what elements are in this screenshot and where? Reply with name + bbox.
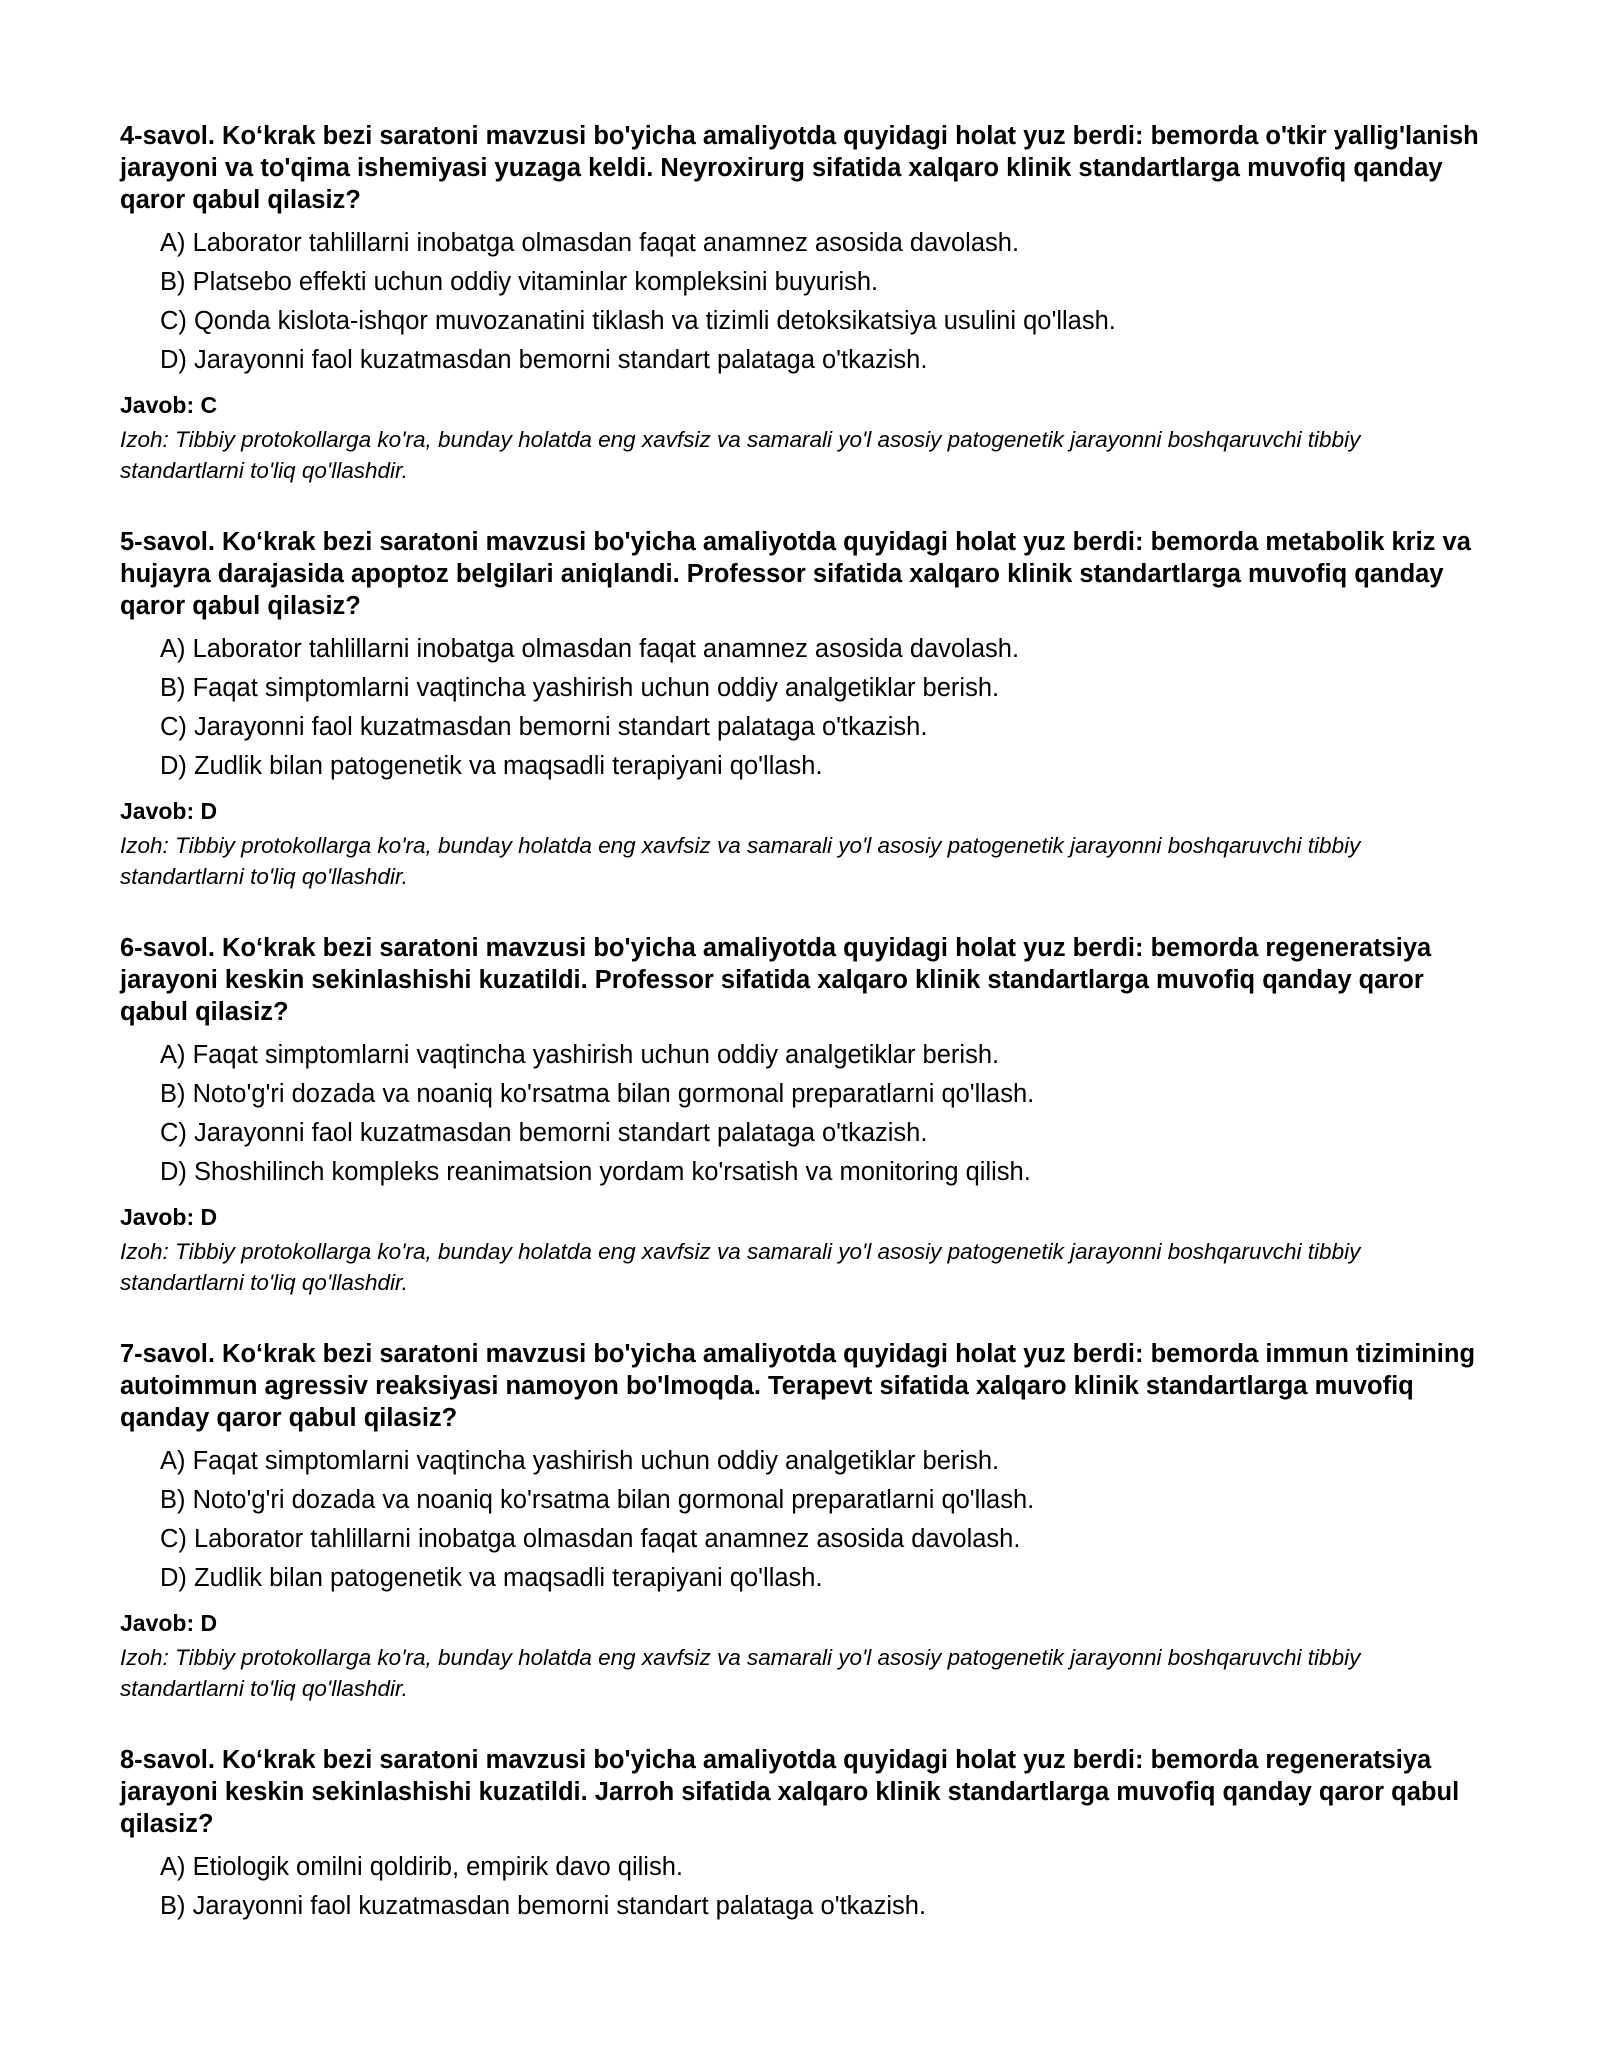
option-item: B) Faqat simptomlarni vaqtincha yashirish uchun oddiy analgetiklar berish.	[160, 674, 1000, 702]
option-item: B) Jarayonni faol kuzatmasdan bemorni standart palataga o'tkazish.	[160, 1892, 927, 1920]
answer-label: Javob: D	[120, 798, 218, 824]
option-item: A) Faqat simptomlarni vaqtincha yashirish uchun oddiy analgetiklar berish.	[160, 1041, 1000, 1069]
option-item: C) Laborator tahlillarni inobatga olmasdan faqat anamnez asosida davolash.	[160, 1525, 1021, 1553]
option-item: A) Laborator tahlillarni inobatga olmasdan faqat anamnez asosida davolash.	[160, 229, 1020, 257]
option-item: B) Noto'g'ri dozada va noaniq ko'rsatma bilan gormonal preparatlarni qo'llash.	[160, 1486, 1035, 1514]
question-block	[120, 526, 1490, 892]
option-item: A) Etiologik omilni qoldirib, empirik davo qilish.	[160, 1853, 683, 1881]
question-text: 7-savol. Ko‘krak bezi saratoni mavzusi bo'yicha amaliyotda quyidagi holat yuz berdi: bemorda immun tizimining autoimmun agressiv reaksiyasi namoyon bo'lmoqda. Terapevt sifatida xalqaro klinik standartlarga muvofiq qanday qaror qabul qilasiz?	[120, 1340, 1476, 1432]
question-block	[120, 932, 1490, 1298]
question-block	[120, 1338, 1490, 1704]
question-text: 4-savol. Ko‘krak bezi saratoni mavzusi bo'yicha amaliyotda quyidagi holat yuz berdi: bemorda o'tkir yallig'lanish jarayoni va to'qima ishemiyasi yuzaga keldi. Neyroxirurg sifatida xalqaro klinik standartlarga muvofiq qanday qaror qabul qilasiz?	[120, 122, 1479, 214]
answer-label: Javob: C	[120, 392, 218, 418]
options-list	[120, 1442, 1490, 1598]
explanation-note: Izoh: Tibbiy protokollarga ko'ra, bunday holatda eng xavfsiz va samarali yo'l asosiy patogenetik jarayonni boshqaruvchi tibbiy standartlarni to'liq qo'llashdir.	[120, 427, 1361, 483]
options-list	[120, 1848, 1490, 1926]
question-text: 6-savol. Ko‘krak bezi saratoni mavzusi bo'yicha amaliyotda quyidagi holat yuz berdi: bemorda regeneratsiya jarayoni keskin sekinlashishi kuzatildi. Professor sifatida xalqaro klinik standartlarga muvofiq qanday qaror qabul qilasiz?	[120, 934, 1432, 1026]
question-block	[120, 120, 1490, 486]
option-item: A) Laborator tahlillarni inobatga olmasdan faqat anamnez asosida davolash.	[160, 635, 1020, 663]
explanation-note: Izoh: Tibbiy protokollarga ko'ra, bunday holatda eng xavfsiz va samarali yo'l asosiy patogenetik jarayonni boshqaruvchi tibbiy standartlarni to'liq qo'llashdir.	[120, 1239, 1361, 1295]
option-item: C) Jarayonni faol kuzatmasdan bemorni standart palataga o'tkazish.	[160, 713, 928, 741]
question-text: 8-savol. Ko‘krak bezi saratoni mavzusi bo'yicha amaliyotda quyidagi holat yuz berdi: bemorda regeneratsiya jarayoni keskin sekinlashishi kuzatildi. Jarroh sifatida xalqaro klinik standartlarga muvofiq qanday qaror qabul qilasiz?	[120, 1746, 1460, 1838]
question-text: 5-savol. Ko‘krak bezi saratoni mavzusi bo'yicha amaliyotda quyidagi holat yuz berdi: bemorda metabolik kriz va hujayra darajasida apoptoz belgilari aniqlandi. Professor sifatida xalqaro klinik standartlarga muvofiq qanday qaror qabul qilasiz?	[120, 528, 1471, 620]
answer-label: Javob: D	[120, 1204, 218, 1230]
explanation-note: Izoh: Tibbiy protokollarga ko'ra, bunday holatda eng xavfsiz va samarali yo'l asosiy patogenetik jarayonni boshqaruvchi tibbiy standartlarni to'liq qo'llashdir.	[120, 1645, 1361, 1701]
options-list	[120, 1036, 1490, 1192]
option-item: B) Noto'g'ri dozada va noaniq ko'rsatma bilan gormonal preparatlarni qo'llash.	[160, 1080, 1035, 1108]
document-page	[120, 120, 1490, 1966]
explanation-note: Izoh: Tibbiy protokollarga ko'ra, bunday holatda eng xavfsiz va samarali yo'l asosiy patogenetik jarayonni boshqaruvchi tibbiy standartlarni to'liq qo'llashdir.	[120, 833, 1361, 889]
option-item: C) Qonda kislota-ishqor muvozanatini tiklash va tizimli detoksikatsiya usulini qo'llash.	[160, 307, 1116, 335]
option-item: C) Jarayonni faol kuzatmasdan bemorni standart palataga o'tkazish.	[160, 1119, 928, 1147]
question-block	[120, 1744, 1490, 1926]
option-item: D) Shoshilinch kompleks reanimatsion yordam ko'rsatish va monitoring qilish.	[160, 1158, 1031, 1186]
options-list	[120, 630, 1490, 786]
option-item: D) Jarayonni faol kuzatmasdan bemorni standart palataga o'tkazish.	[160, 346, 928, 374]
option-item: D) Zudlik bilan patogenetik va maqsadli terapiyani qo'llash.	[160, 752, 823, 780]
answer-label: Javob: D	[120, 1610, 218, 1636]
option-item: B) Platsebo effekti uchun oddiy vitaminlar kompleksini buyurish.	[160, 268, 879, 296]
option-item: A) Faqat simptomlarni vaqtincha yashirish uchun oddiy analgetiklar berish.	[160, 1447, 1000, 1475]
options-list	[120, 224, 1490, 380]
option-item: D) Zudlik bilan patogenetik va maqsadli terapiyani qo'llash.	[160, 1564, 823, 1592]
